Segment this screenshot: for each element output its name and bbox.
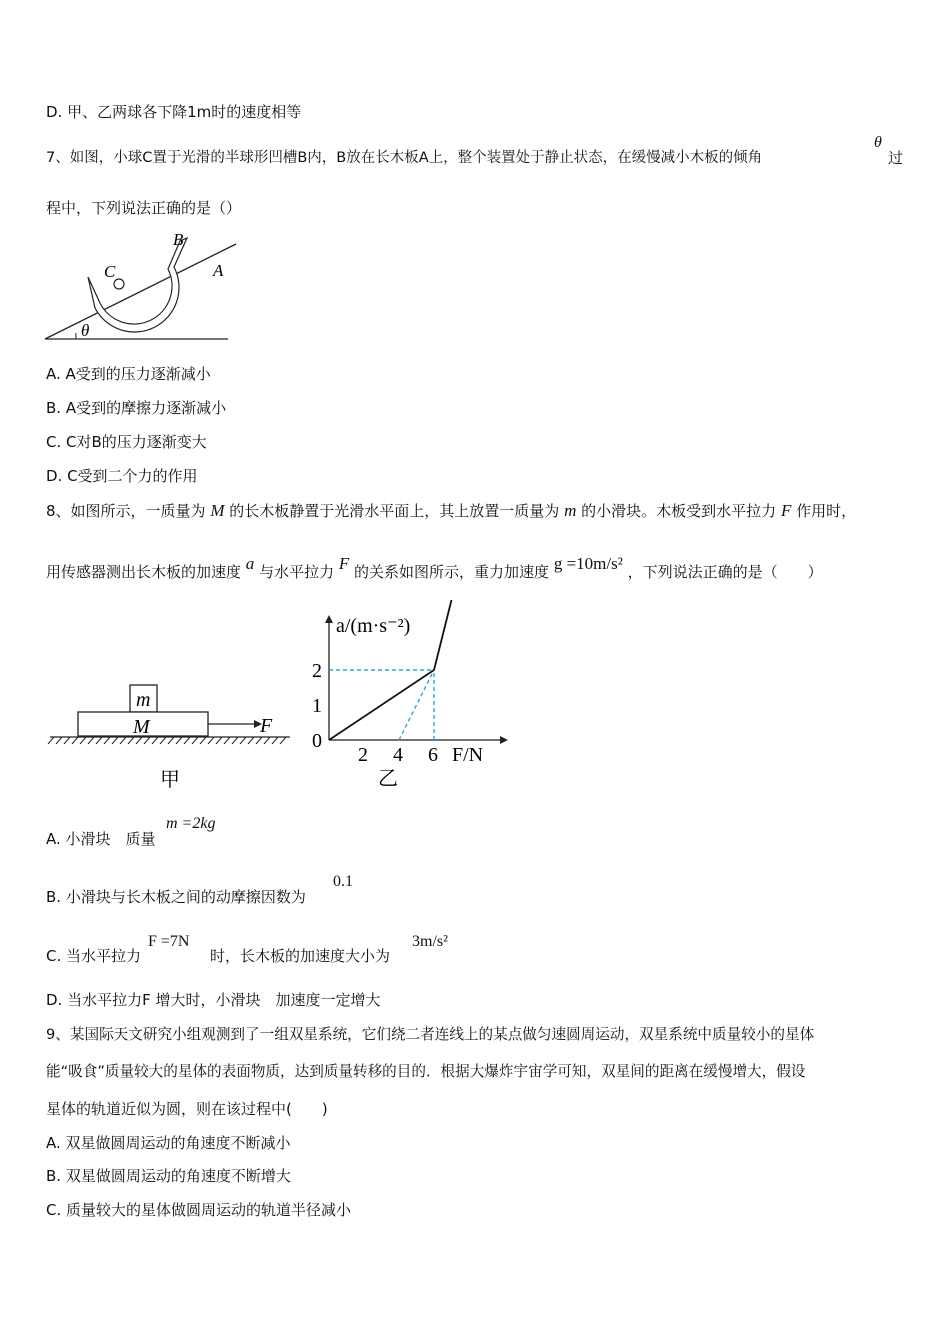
hatch-mark <box>128 737 134 744</box>
hatch-mark <box>280 737 286 744</box>
label-a: A <box>213 261 224 280</box>
hatch-mark <box>200 737 206 744</box>
label-c: C <box>104 262 116 281</box>
q8-option-c-force: F =7N <box>148 933 190 950</box>
q8-option-c-part: C. 当水平拉力 <box>46 947 142 965</box>
hatch-mark <box>144 737 150 744</box>
q7-option-c: C. C对B的压力逐渐变大 <box>46 433 207 451</box>
q7-stem-end: 过 <box>888 149 904 167</box>
q8-stem-part: 与水平拉力 <box>259 563 335 581</box>
origin-label: 0 <box>312 730 322 752</box>
q9-stem-line2: 能“吸食”质量较大的星体的表面物质，达到质量转移的目的．根据大爆炸宇宙学可知，双星间的距离在缓慢增大，假设 <box>46 1063 806 1080</box>
q7-stem-line1 <box>46 148 762 168</box>
hatch-mark <box>160 737 166 744</box>
hatch-mark <box>136 737 142 744</box>
caption-jia: 甲 <box>160 767 180 791</box>
groove-b <box>88 238 187 332</box>
label-theta: θ <box>81 321 90 340</box>
hatch-mark <box>168 737 174 744</box>
q8-stem-part: ，下列说法正确的是（ ） <box>627 563 823 581</box>
q8-option-c-part2: 时，长木板的加速度大小为 <box>210 947 391 965</box>
hatch-mark <box>80 737 86 744</box>
q8-figure-jia <box>48 680 298 795</box>
x-tick-label: 6 <box>428 744 438 766</box>
x-axis-label: F/N <box>452 744 484 766</box>
hatch-mark <box>264 737 270 744</box>
hatch-mark <box>56 737 62 744</box>
q8-option-b: B. 小滑块与长木板之间的动摩擦因数为 <box>46 888 306 906</box>
hatch-mark <box>224 737 230 744</box>
q8-option-b-value: 0.1 <box>333 873 353 890</box>
hatch-mark <box>240 737 246 744</box>
hatch-mark <box>152 737 158 744</box>
hatch-mark <box>192 737 198 744</box>
q8-option-c <box>46 946 141 966</box>
q7-figure <box>40 225 240 345</box>
x-axis-arrow <box>500 736 508 744</box>
q8-stem-part: 作用时， <box>796 502 857 520</box>
q8-stem-part: 8、如图所示，一质量为 <box>46 502 206 520</box>
x-tick-label: 2 <box>358 744 368 766</box>
hatch-mark <box>104 737 110 744</box>
q8-stem-part: 的长木板静置于光滑水平面上，其上放置一质量为 <box>229 502 560 520</box>
q9-option-c: C. 质量较大的星体做圆周运动的轨道半径减小 <box>46 1201 352 1219</box>
hatch-mark <box>96 737 102 744</box>
q8-stem-line1 <box>46 501 856 521</box>
hatch-mark <box>48 737 54 744</box>
series-segment-1 <box>434 600 452 670</box>
q7-option-d: D. C受到二个力的作用 <box>46 467 198 485</box>
symbol-M: M <box>210 501 225 520</box>
floor-hatch <box>48 737 286 744</box>
symbol-a: a <box>245 554 255 573</box>
mass-value: m =2kg <box>166 815 216 832</box>
q7-option-a: A. A受到的压力逐渐减小 <box>46 365 211 383</box>
q8-stem-part: 用传感器测出长木板的加速度 <box>46 563 242 581</box>
q6-option-d: D. 甲、乙两球各下降1m时的速度相等 <box>46 103 302 121</box>
symbol-F: F <box>780 501 792 520</box>
q9-option-b: B. 双星做圆周运动的角速度不断增大 <box>46 1167 291 1185</box>
caption-yi: 乙 <box>378 766 398 790</box>
q8-stem-part: 的关系如图所示，重力加速度 <box>354 563 550 581</box>
q9-option-a: A. 双星做圆周运动的角速度不断减小 <box>46 1134 291 1152</box>
symbol-m: m <box>564 501 577 520</box>
q8-stem-line2 <box>46 554 823 582</box>
label-M: M <box>133 716 150 738</box>
q8-option-a-value <box>166 815 215 833</box>
q9-stem-line3: 星体的轨道近似为圆，则在该过程中( ) <box>46 1100 328 1118</box>
dashed-guide-2 <box>399 670 434 740</box>
hatch-mark <box>184 737 190 744</box>
q9-stem-line1: 9、某国际天文研究小组观测到了一组双星系统，它们绕二者连线上的某点做匀速圆周运动，双星系统中质量较小的星体 <box>46 1026 815 1043</box>
q7-stem-line2: 程中，下列说法正确的是（） <box>46 199 242 217</box>
hatch-mark <box>248 737 254 744</box>
hatch-mark <box>64 737 70 744</box>
hatch-mark <box>232 737 238 744</box>
hatch-mark <box>256 737 262 744</box>
q8-chart-yi <box>300 605 510 795</box>
q8-option-c-value: 3m/s² <box>412 933 448 950</box>
y-tick-label: 2 <box>312 660 322 682</box>
symbol-F: F <box>338 554 350 573</box>
gravity-value: g =10m/s² <box>553 554 623 573</box>
ball-c <box>114 279 124 289</box>
hatch-mark <box>176 737 182 744</box>
hatch-mark <box>120 737 126 744</box>
y-axis-arrow <box>325 615 333 623</box>
hatch-mark <box>112 737 118 744</box>
series-segment-0 <box>329 670 434 740</box>
x-tick-label: 4 <box>393 744 403 766</box>
q8-option-d: D. 当水平拉力F 增大时，小滑块 加速度一定增大 <box>46 991 381 1009</box>
q7-option-b: B. A受到的摩擦力逐渐减小 <box>46 399 227 417</box>
y-tick-label: 1 <box>312 695 322 717</box>
q7-stem-text: 7、如图，小球C置于光滑的半球形凹槽B内，B放在长木板A上，整个装置处于静止状态，在缓慢减小木板的倾角 <box>46 150 763 166</box>
hatch-mark <box>72 737 78 744</box>
y-axis-label: a/(m·s⁻²) <box>336 615 411 637</box>
hatch-mark <box>88 737 94 744</box>
label-F: F <box>260 715 273 737</box>
q8-stem-part: 的小滑块。木板受到水平拉力 <box>581 502 777 520</box>
label-m: m <box>136 689 151 711</box>
q8-option-a: A. 小滑块 质量 <box>46 830 156 848</box>
q7-theta: θ <box>874 134 882 151</box>
label-b: B <box>173 230 184 249</box>
hatch-mark <box>216 737 222 744</box>
hatch-mark <box>272 737 278 744</box>
hatch-mark <box>208 737 214 744</box>
